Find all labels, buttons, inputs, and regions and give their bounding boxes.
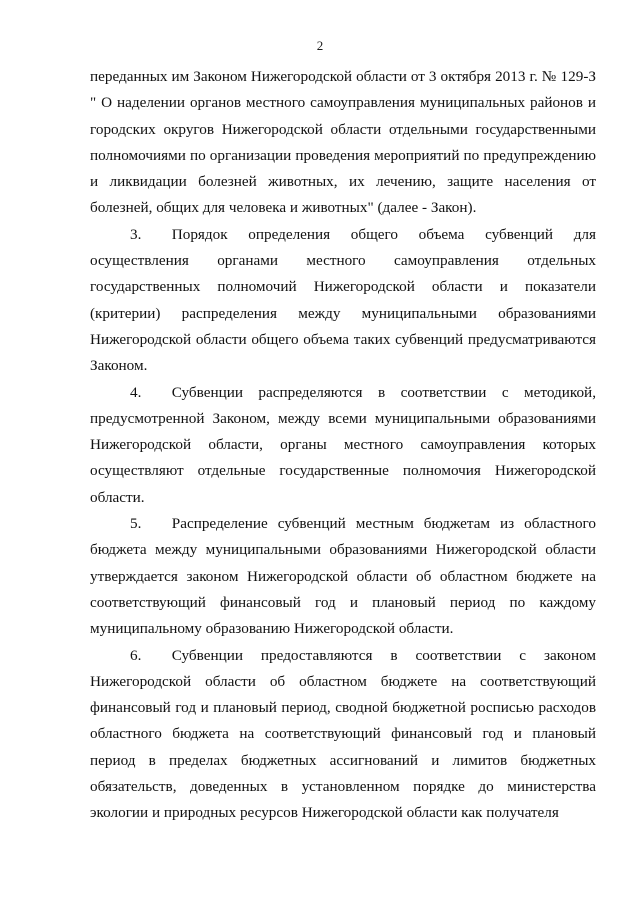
paragraph-item-6: 6. Субвенции предоставляются в соответствии с законом Нижегородской области об областном бюджете на соответствующий финансовый год и плановый период, сводной бюджетной росписью расходов областного бюджета на соответствующий финансовый год и плановый период в пределах бюджетных ассигнований и лимитов бюджетных обязательств, доведенных в установленном порядке до министерства экологии и природных ресурсов Нижегородской области как получателя [90, 646, 596, 822]
paragraph-item-4: 4. Субвенции распределяются в соответствии с методикой, предусмотренной Законом, между всеми муниципальными образованиями Нижегородской области, органы местного самоуправления которых осуществляют отдельные государственные полномочия Нижегородской области. [90, 383, 596, 506]
document-body [90, 64, 596, 827]
page-number: 2 [316, 38, 324, 53]
paragraph-continuation: переданных им Законом Нижегородской области от 3 октября 2013 г. № 129-З " О наделении органов местного самоуправления муниципальных районов и городских округов Нижегородской области отдельными государственными полномочиями по организации проведения мероприятий по предупреждению и ликвидации болезней животных, их лечению, защите населения от болезней, общих для человека и животных" (далее - Закон). [90, 68, 596, 217]
paragraph-item-5: 5. Распределение субвенций местным бюджетам из областного бюджета между муниципальными образованиями Нижегородской области утверждается законом Нижегородской области об областном бюджете на соответствующий финансовый год и плановый период по каждому муниципальному образованию Нижегородской области. [90, 515, 596, 638]
paragraph-item-3: 3. Порядок определения общего объема субвенций для осуществления органами местного самоуправления отдельных государственных полномочий Нижегородской области и показатели (критерии) распределения между муниципальными образованиями Нижегородской области общего объема таких субвенций предусматриваются Законом. [90, 225, 596, 375]
